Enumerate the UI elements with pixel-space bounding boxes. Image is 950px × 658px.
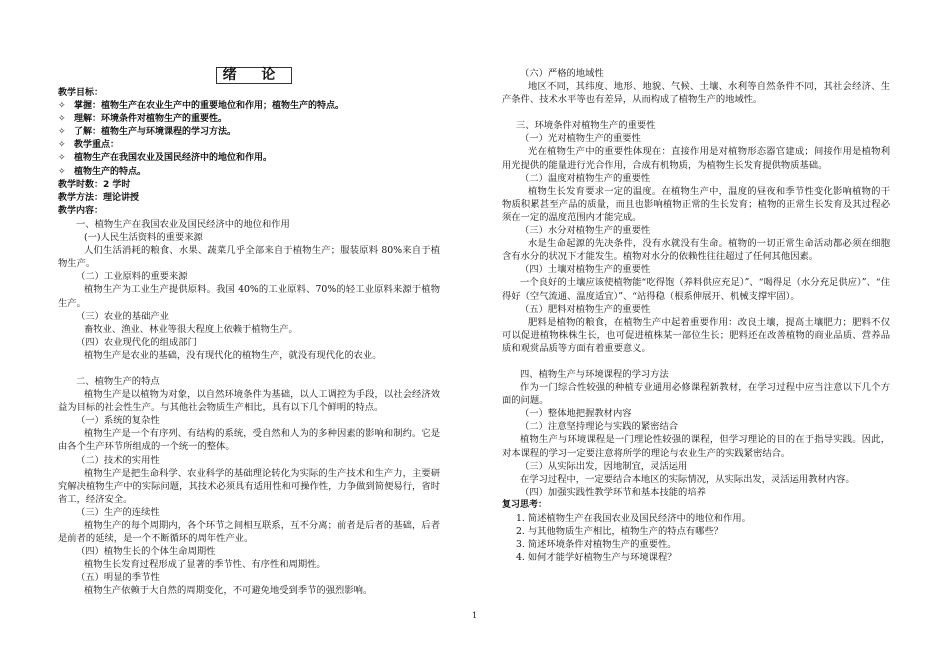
paragraph: 植物生产是一个有序列、有结构的系统，受自然和人为的多种因素的影响和制约。它是由各个生产环节所组成的一个统一的整体。 xyxy=(58,428,440,453)
bullet-icon: ✧ xyxy=(58,127,66,138)
paragraph: 植物生产是农业的基础，没有现代化的植物生产，就没有现代化的农业。 xyxy=(84,349,382,361)
review-item: 2. 与其他物质生产相比，植物生产的特点有哪些？ xyxy=(516,526,724,538)
subsection-heading: （三）水分对植物生产的重要性 xyxy=(520,225,651,237)
objective-item: ✧ 掌握：植物生产在农业生产中的重要地位和作用；植物生产的特点。 xyxy=(58,100,440,113)
subsection-heading: （六）严格的地域性 xyxy=(520,68,604,79)
subsection-heading: （一）系统的复杂性 xyxy=(76,415,160,427)
subsection-heading: （四）土壤对植物生产的重要性 xyxy=(520,264,651,276)
paragraph: 肥料是植物的粮食，在植物生产中起着重要作用：改良土壤，提高土壤肥力；肥料不仅可以促进植物株株生长，也可促进植株某一部位生长；肥料还在改善植物的商业品质、营养品质和观赏品质等方面有着重要意义。 xyxy=(502,316,890,354)
subsection-heading: （四）农业现代化的组成部门 xyxy=(76,336,197,348)
objectives-label: 教学目标： xyxy=(58,88,104,98)
left-column xyxy=(58,67,440,598)
page-number: 1 xyxy=(472,611,478,620)
section-heading: 一、植物生产在我国农业及国民经济中的地位和作用 xyxy=(76,218,290,230)
page-title: 绪 论 xyxy=(216,67,293,84)
paragraph: 植物生产的每个周期内，各个环节之间相互联系，互不分离；前者是后者的基础，后者是前者的延续，是一个不断循环的周年性产业。 xyxy=(58,520,440,545)
content-label: 教学内容： xyxy=(58,205,104,216)
paragraph: 植物生长发育要求一定的温度。在植物生产中，温度的昼夜和季节性变化影响植物的干物质积累甚至产品的质量，而且也影响植物正常的生长发育；植物的正常生长发育及其过程必须在一定的温度范围内才能完成。 xyxy=(502,185,890,223)
subsection-heading: （五）明显的季节性 xyxy=(76,572,160,584)
subsection-heading: （一）整体地把握教材内容 xyxy=(520,408,632,420)
paragraph: 植物生产是以植物为对象，以自然环境条件为基础，以人工调控为手段，以社会经济效益为目标的社会性生产。与其他社会物质生产相比，具有以下几个鲜明的特点。 xyxy=(58,389,440,414)
bullet-icon: ✧ xyxy=(58,166,66,177)
paragraph: 作为一门综合性较强的种植专业通用必修课程新教材，在学习过程中应当注意以下几个方面的问题。 xyxy=(502,382,890,407)
paragraph: 植物生长发育过程形成了显著的季节性、有序性和周期性。 xyxy=(84,559,326,571)
subsection-heading: （四）植物生长的个体生命周期性 xyxy=(76,546,216,558)
objective-item: ✧ 了解：植物生产与环境课程的学习方法。 xyxy=(58,126,440,139)
subsection-heading: （二）工业原料的重要来源 xyxy=(76,271,188,283)
key-point-item: ✧ 植物生产在我国农业及国民经济中的地位和作用。 xyxy=(58,152,440,165)
paragraph: 植物生产是把生命科学、农业科学的基础理论转化为实际的生产技术和生产力，主要研究解决植物生产中的实际问题，其技术必须具有适用性和可操作性，力争做到简便易行，省时省工，经济安全。 xyxy=(58,467,440,505)
paragraph: 人们生活消耗的粮食、水果、蔬菜几乎全部来自于植物生产；服装原料 80%来自于植物生产。 xyxy=(58,245,440,270)
teaching-hours: 教学时数：2 学时 xyxy=(58,179,131,190)
subsection-heading: （二）注意坚持理论与实践的紧密结合 xyxy=(520,421,679,433)
subsection-heading: （二）温度对植物生产的重要性 xyxy=(520,172,651,184)
subsection-heading: （四）加强实践性教学环节和基本技能的培养 xyxy=(520,486,706,498)
subsection-heading: （三）农业的基础产业 xyxy=(76,310,169,322)
subsection-heading: （一）光对植物生产的重要性 xyxy=(520,133,641,145)
bullet-icon: ✧ xyxy=(58,153,66,164)
teaching-method: 教学方法：理论讲授 xyxy=(58,192,140,203)
paragraph: 水是生命起源的先决条件，没有水就没有生命。植物的一切正常生命活动都必须在细胞含有水分的状况下才能发生。植物对水分的依赖性往往超过了任何其他因素。 xyxy=(502,238,890,263)
section-heading: 三、环境条件对植物生产的重要性 xyxy=(516,120,656,132)
paragraph: 在学习过程中，一定要结合本地区的实际情况，从实际出发，灵活运用教材内容。 xyxy=(520,473,855,485)
review-item: 1. 简述植物生产在我国农业及国民经济中的地位和作用。 xyxy=(516,513,751,524)
key-points-label: ✧ 教学重点： xyxy=(58,139,440,152)
bullet-icon: ✧ xyxy=(58,101,66,112)
objective-item: ✧ 理解：环境条件对植物生产的重要性。 xyxy=(58,113,440,126)
review-item: 4. 如何才能学好植物生产与环境课程？ xyxy=(516,552,677,564)
bullet-icon: ✧ xyxy=(58,114,66,125)
paragraph: 光在植物生产中的重要性体现在：直接作用是对植物形态器官建成；间接作用是植物利用光提供的能量进行光合作用，合成有机物质，为植物生长发育提供物质基础。 xyxy=(502,146,890,171)
subsection-heading: （三）从实际出发，因地制宜，灵活运用 xyxy=(520,460,688,472)
subsection-heading: （五）肥料对植物生产的重要性 xyxy=(520,303,651,315)
paragraph: 畜牧业、渔业、林业等很大程度上依赖于植物生产。 xyxy=(84,323,298,335)
paragraph: 植物生产为工业生产提供原料。我国 40%的工业原料、70%的轻工业原料来源于植物生产。 xyxy=(58,284,440,309)
review-label: 复习思考： xyxy=(502,499,548,510)
paragraph: 植物生产依赖于大自然的周期变化，不可避免地受到季节的强烈影响。 xyxy=(84,585,373,597)
paragraph: 地区不同，其纬度、地形、地貌、气候、土壤、水利等自然条件不同，其社会经济、生产条件、技术水平等也有差异，从而构成了植物生产的地域性。 xyxy=(502,81,890,106)
subsection-heading: （二）技术的实用性 xyxy=(76,454,160,466)
paragraph: 一个良好的土壤应该使植物能“吃得饱（养料供应充足）”、“喝得足（水分充足供应）”、“住得好（空气流通、温度适宜）”、“站得稳（根系伸展开、机械支撑牢固）。 xyxy=(502,277,890,302)
review-item: 3. 简述环境条件对植物生产的重要性。 xyxy=(516,539,677,551)
section-heading: 四、植物生产与环境课程的学习方法 xyxy=(520,368,669,380)
right-column xyxy=(502,67,890,564)
section-heading: 二、植物生产的特点 xyxy=(76,375,160,387)
subsection-heading: (一)人民生活资料的重要来源 xyxy=(84,232,203,244)
subsection-heading: （三）生产的连续性 xyxy=(76,506,160,518)
key-point-item: ✧ 植物生产的特点。 xyxy=(58,166,440,179)
bullet-icon: ✧ xyxy=(58,140,66,151)
paragraph: 植物生产与环境课程是一门理论性较强的课程，但学习理论的目的在于指导实践。因此，对本课程的学习一定要注意将所学的理论与农业生产的实践紧密结合。 xyxy=(502,434,890,459)
